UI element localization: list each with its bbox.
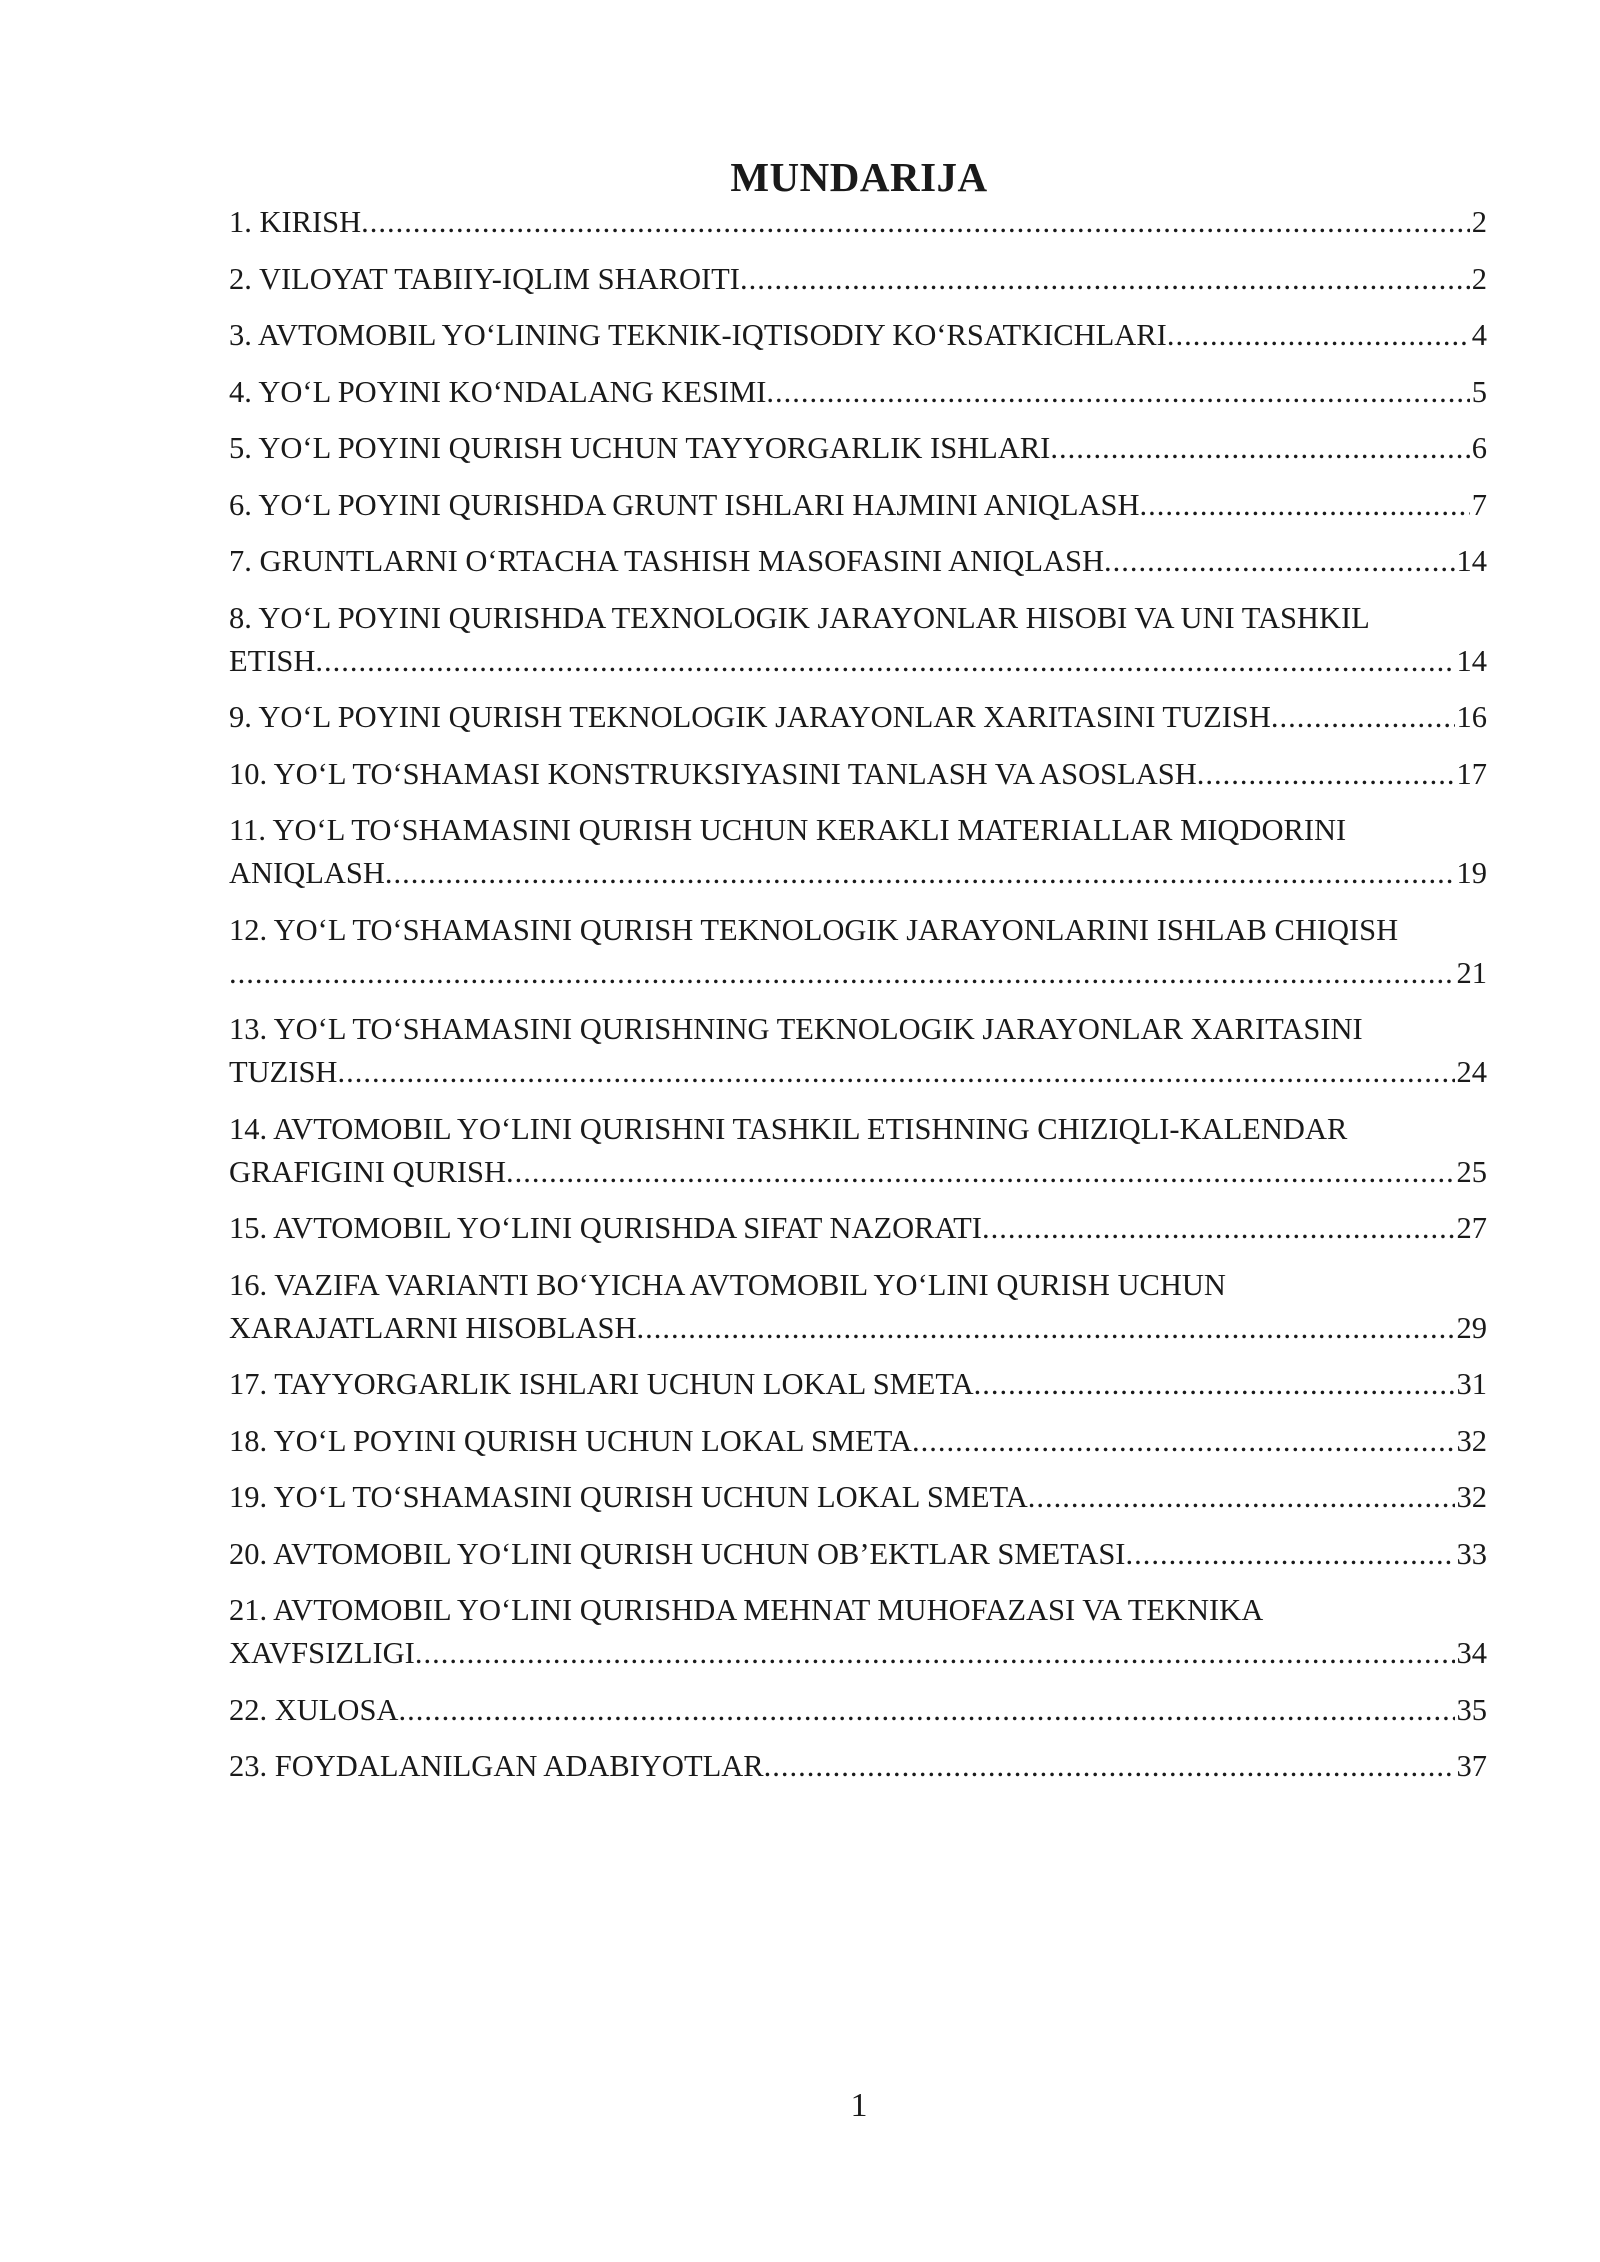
toc-entry-title: 3. AVTOMOBIL YO‘LINING TEKNIK-IQTISODIY KO‘RSATKICHLARI	[229, 318, 1167, 352]
toc-entry-title: 17. TAYYORGARLIK ISHLARI UCHUN LOKAL SMETA	[229, 1367, 974, 1401]
toc-entry-page: 27	[1456, 1211, 1487, 1245]
toc-entry-first-line: 21. AVTOMOBIL YO‘LINI QURISHDA MEHNAT MUHOFAZASI VA TEKNIKA	[229, 1593, 1264, 1627]
toc-entry[interactable]	[229, 597, 1487, 683]
toc-dot-leader	[740, 258, 1470, 301]
toc-entry-title: ANIQLASH	[229, 856, 385, 890]
toc-entry[interactable]	[229, 1108, 1487, 1194]
toc-entry-page: 32	[1456, 1423, 1487, 1458]
toc-entry-page: 37	[1456, 1749, 1487, 1783]
toc-entry-first-line: 14. AVTOMOBIL YO‘LINI QURISHNI TASHKIL ETISHNING CHIZIQLI-KALENDAR	[229, 1111, 1348, 1146]
toc-entry-title: 22. XULOSA	[229, 1692, 399, 1727]
toc-entry-page: 29	[1456, 1310, 1487, 1345]
toc-dot-leader	[385, 852, 1455, 895]
toc-entry-page: 2	[1471, 205, 1487, 239]
toc-entry-title: 18. YO‘L POYINI QURISH UCHUN LOKAL SMETA	[229, 1423, 912, 1458]
toc-entry[interactable]	[229, 696, 1487, 739]
toc-entry[interactable]	[229, 1008, 1487, 1094]
toc-dot-leader	[1139, 484, 1469, 527]
toc-dot-leader	[1125, 1533, 1454, 1576]
toc-entry[interactable]	[229, 540, 1487, 583]
toc-entry[interactable]	[229, 1689, 1487, 1732]
toc-dot-leader	[1197, 753, 1455, 796]
toc-entry-first-line: 13. YO‘L TO‘SHAMASINI QURISHNING TEKNOLOGIK JARAYONLAR XARITASINI	[229, 1012, 1363, 1046]
toc-entry-title: 6. YO‘L POYINI QURISHDA GRUNT ISHLARI HAJMINI ANIQLASH	[229, 487, 1140, 522]
toc-entry-title: 9. YO‘L POYINI QURISH TEKNOLOGIK JARAYONLAR XARITASINI TUZISH	[229, 700, 1271, 734]
toc-entry-page: 19	[1456, 856, 1487, 890]
toc-entry[interactable]	[229, 314, 1487, 357]
toc-dot-leader	[766, 371, 1469, 414]
toc-entry-title: 2. VILOYAT TABIIY-IQLIM SHAROITI	[229, 261, 740, 296]
toc-entry-page: 32	[1456, 1480, 1487, 1514]
toc-entry[interactable]	[229, 201, 1487, 244]
toc-entry[interactable]	[229, 909, 1487, 995]
toc-entry-title: 15. AVTOMOBIL YO‘LINI QURISHDA SIFAT NAZORATI	[229, 1211, 982, 1245]
toc-entry[interactable]	[229, 1476, 1487, 1519]
toc-dot-leader	[229, 952, 1455, 995]
toc-entry[interactable]	[229, 427, 1487, 470]
toc-entry-title: 19. YO‘L TO‘SHAMASINI QURISH UCHUN LOKAL SMETA	[229, 1480, 1028, 1514]
table-of-contents	[229, 201, 1487, 1802]
toc-entry-first-line: 12. YO‘L TO‘SHAMASINI QURISH TEKNOLOGIK JARAYONLARINI ISHLAB CHIQISH	[229, 912, 1399, 947]
toc-entry-page: 2	[1471, 261, 1487, 296]
toc-dot-leader	[982, 1207, 1455, 1250]
toc-dot-leader	[315, 640, 1454, 683]
toc-entry-title: ETISH	[229, 643, 316, 678]
toc-entry-title: TUZISH	[229, 1055, 338, 1089]
toc-dot-leader	[1271, 696, 1455, 739]
toc-entry-page: 35	[1456, 1692, 1487, 1727]
toc-entry-title: 10. YO‘L TO‘SHAMASI KONSTRUKSIYASINI TANLASH VA ASOSLASH	[229, 756, 1197, 791]
toc-entry-title: XARAJATLARNI HISOBLASH	[229, 1310, 637, 1345]
toc-entry-page: 21	[1456, 955, 1487, 990]
toc-entry-title: 1. KIRISH	[229, 205, 362, 239]
toc-entry-page: 17	[1456, 756, 1487, 791]
toc-entry-page: 33	[1456, 1536, 1487, 1571]
toc-entry-title: 7. GRUNTLARNI O‘RTACHA TASHISH MASOFASINI ANIQLASH	[229, 544, 1105, 578]
toc-entry[interactable]	[229, 753, 1487, 796]
toc-entry-page: 14	[1456, 544, 1487, 578]
toc-dot-leader	[974, 1363, 1455, 1406]
toc-dot-leader	[398, 1689, 1454, 1732]
toc-entry-page: 6	[1471, 431, 1487, 465]
toc-entry[interactable]	[229, 484, 1487, 527]
toc-entry-page: 4	[1471, 318, 1487, 352]
toc-entry[interactable]	[229, 1264, 1487, 1350]
toc-dot-leader	[764, 1745, 1455, 1788]
toc-entry-first-line: 11. YO‘L TO‘SHAMASINI QURISH UCHUN KERAKLI MATERIALLAR MIQDORINI	[229, 813, 1347, 847]
toc-entry-title: 4. YO‘L POYINI KO‘NDALANG KESIMI	[229, 374, 767, 409]
toc-entry-title: 5. YO‘L POYINI QURISH UCHUN TAYYORGARLIK ISHLARI	[229, 431, 1051, 465]
toc-entry-page: 31	[1456, 1367, 1487, 1401]
toc-entry[interactable]	[229, 1589, 1487, 1675]
toc-dot-leader	[361, 201, 1470, 244]
page-number: 1	[850, 2087, 868, 2124]
toc-entry-page: 25	[1456, 1154, 1487, 1189]
toc-entry-page: 14	[1456, 643, 1487, 678]
toc-entry-title: XAVFSIZLIGI	[229, 1636, 415, 1670]
toc-entry[interactable]	[229, 258, 1487, 301]
toc-entry[interactable]	[229, 371, 1487, 414]
toc-entry-first-line: 16. VAZIFA VARIANTI BO‘YICHA AVTOMOBIL YO‘LINI QURISH UCHUN	[229, 1267, 1226, 1302]
toc-entry-page: 16	[1456, 700, 1487, 734]
toc-entry[interactable]	[229, 1420, 1487, 1463]
toc-entry-page: 7	[1471, 487, 1487, 522]
toc-entry-page: 24	[1456, 1055, 1487, 1089]
toc-dot-leader	[1104, 540, 1454, 583]
toc-dot-leader	[1050, 427, 1469, 470]
toc-dot-leader	[415, 1632, 1455, 1675]
toc-dot-leader	[912, 1420, 1455, 1463]
toc-entry-title: GRAFIGINI QURISH	[229, 1154, 507, 1189]
toc-entry-title: 20. AVTOMOBIL YO‘LINI QURISH UCHUN OB’EKTLAR SMETASI	[229, 1536, 1126, 1571]
toc-dot-leader	[1028, 1476, 1455, 1519]
toc-entry-page: 34	[1456, 1636, 1487, 1670]
toc-dot-leader	[337, 1051, 1454, 1094]
toc-entry[interactable]	[229, 809, 1487, 895]
toc-dot-leader	[637, 1307, 1455, 1350]
toc-entry-page: 5	[1471, 374, 1487, 409]
toc-dot-leader	[506, 1151, 1454, 1194]
toc-entry[interactable]	[229, 1745, 1487, 1788]
toc-entry[interactable]	[229, 1533, 1487, 1576]
toc-dot-leader	[1167, 314, 1470, 357]
toc-entry[interactable]	[229, 1207, 1487, 1250]
toc-entry[interactable]	[229, 1363, 1487, 1406]
page-title: MUNDARIJA	[730, 154, 988, 200]
toc-entry-title: 23. FOYDALANILGAN ADABIYOTLAR	[229, 1749, 764, 1783]
toc-entry-first-line: 8. YO‘L POYINI QURISHDA TEXNOLOGIK JARAYONLAR HISOBI VA UNI TASHKIL	[229, 600, 1370, 635]
